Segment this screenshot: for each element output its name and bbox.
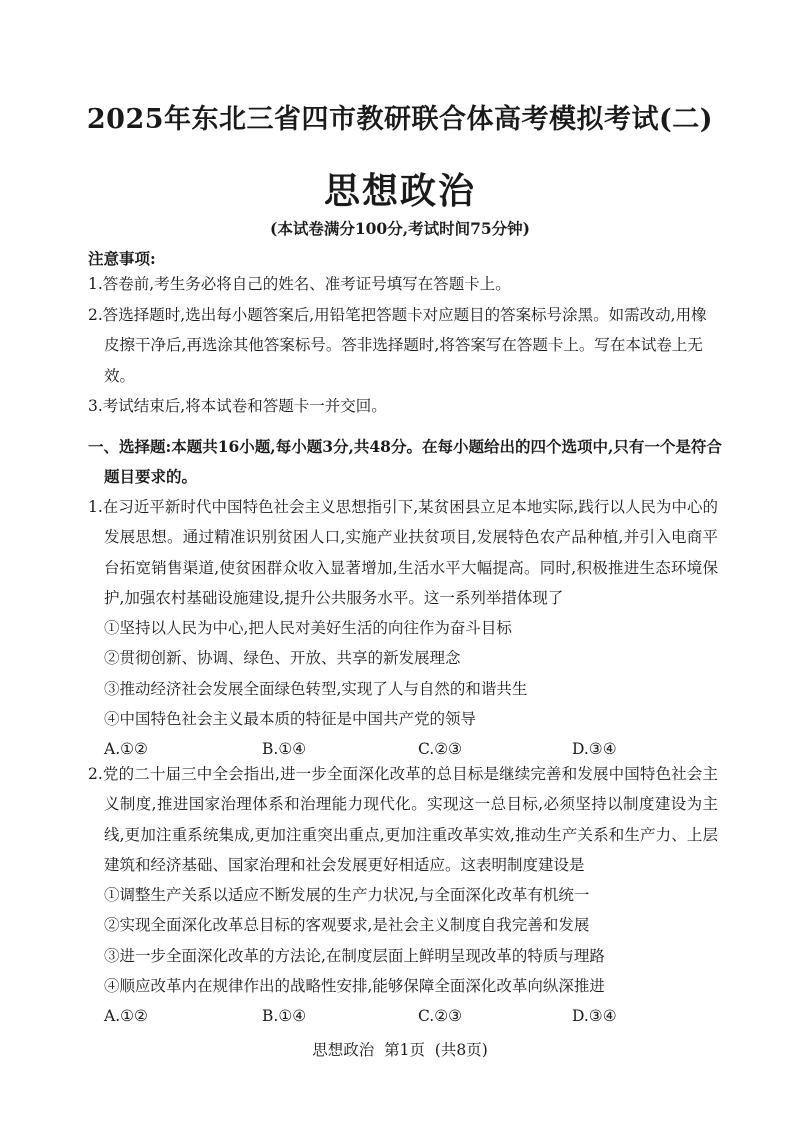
exam-info: (本试卷满分100分,考试时间75分钟) <box>270 219 530 238</box>
option-b: B.①④ <box>262 740 307 759</box>
question-2 <box>88 759 718 1031</box>
statement-3: ③推动经济社会发展全面绿色转型,实现了人与自然的和谐共生 <box>104 679 528 698</box>
option-a: A.①② <box>104 740 148 759</box>
notice-item: 2.答选择题时,选出每小题答案后,用铅笔把答题卡对应题目的答案标号涂黑。如需改动,用橡皮擦干净后,再选涂其他答案标号。答非选择题时,将答案写在答题卡上。写在本试卷上无效。 <box>88 305 707 385</box>
option-d: D.③④ <box>572 1007 617 1026</box>
statement-3: ③进一步全面深化改革的方法论,在制度层面上鲜明呈现改革的特质与理路 <box>104 946 605 965</box>
statement-4: ④顺应改革内在规律作出的战略性安排,能够保障全面深化改革向纵深推进 <box>104 977 605 996</box>
option-a: A.①② <box>104 1007 148 1026</box>
question-stem: 1.在习近平新时代中国特色社会主义思想指引下,某贫困县立足本地实际,践行以人民为中心的发展思想。通过精准识别贫困人口,实施产业扶贫项目,发展特色农产品种植,并引入电商平台拓宽销售渠道,使贫困群众收入显著增加,生活水平大幅提高。同时,积极推进生态环境保护,加强农村基础设施建设,提升公共服务水平。这一系列举措体现了 <box>88 498 718 607</box>
option-b: B.①④ <box>262 1007 307 1026</box>
statement-1: ①调整生产关系以适应不断发展的生产力状况,与全面深化改革有机统一 <box>104 886 590 905</box>
question-1 <box>88 492 718 764</box>
answer-options <box>88 1001 718 1031</box>
statement-1: ①坚持以人民为中心,把人民对美好生活的向往作为奋斗目标 <box>104 619 512 638</box>
notice-block <box>88 244 718 422</box>
notice-item: 3.考试结束后,将本试卷和答题卡一并交回。 <box>88 397 387 415</box>
option-c: C.②③ <box>418 1007 463 1026</box>
option-c: C.②③ <box>418 740 463 759</box>
question-stem: 2.党的二十届三中全会指出,进一步全面深化改革的总目标是继续完善和发展中国特色社会主义制度,推进国家治理体系和治理能力现代化。实现这一总目标,必须坚持以制度建设为主线,更加注重系统集成,更加注重突出重点,更加注重改革实效,推动生产关系和生产力、上层建筑和经济基础、国家治理和社会发展更好相适应。这表明制度建设是 <box>88 765 718 874</box>
statement-2: ②实现全面深化改革总目标的客观要求,是社会主义制度自我完善和发展 <box>104 916 590 935</box>
section-heading: 一、选择题:本题共16小题,每小题3分,共48分。在每小题给出的四个选项中,只有一个是符合题目要求的。 <box>88 437 722 486</box>
statement-4: ④中国特色社会主义最本质的特征是中国共产党的领导 <box>104 710 477 729</box>
subject-title: 思想政治 <box>323 170 476 212</box>
notice-item: 1.答卷前,考生务必将自己的姓名、准考证号填写在答题卡上。 <box>88 275 511 293</box>
exam-title: 2025年东北三省四市教研联合体高考模拟考试(二) <box>86 104 714 135</box>
statement-2: ②贯彻创新、协调、绿色、开放、共享的新发展理念 <box>104 649 461 668</box>
notice-heading: 注意事项: <box>88 249 156 268</box>
option-d: D.③④ <box>572 740 617 759</box>
page-footer: 思想政治 第1页 (共8页) <box>312 1041 488 1059</box>
